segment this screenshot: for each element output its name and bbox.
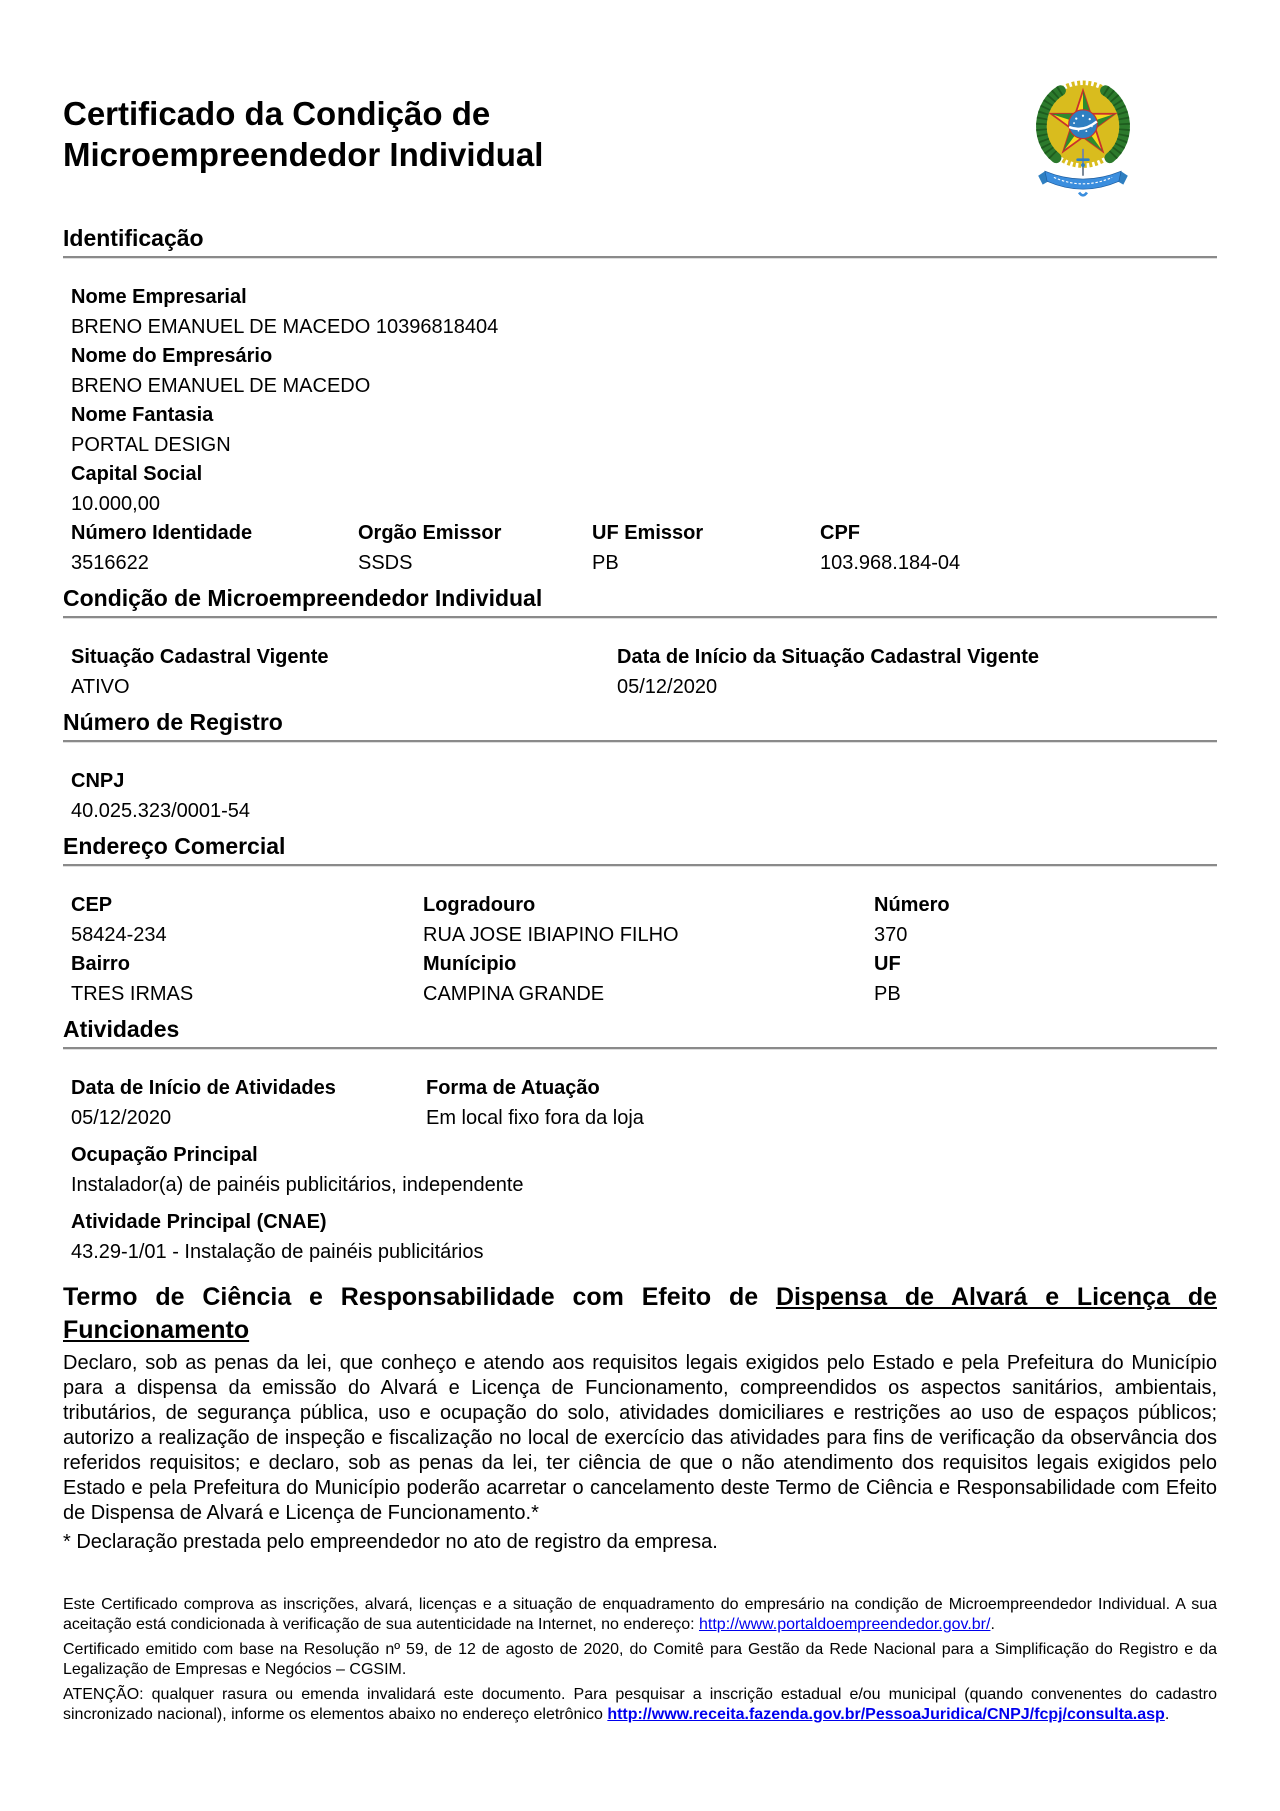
field-value: SSDS xyxy=(358,551,413,574)
field-nome-fantasia xyxy=(71,401,1217,460)
termo-heading xyxy=(63,1281,1217,1347)
termo-footnote: * Declaração prestada pelo empreendedor no ato de registro da empresa. xyxy=(63,1531,718,1553)
field-label: Número Identidade xyxy=(71,522,253,544)
brazil-coat-of-arms-icon xyxy=(1027,77,1139,205)
field-value: 05/12/2020 xyxy=(71,1106,172,1129)
field-label: Situação Cadastral Vigente xyxy=(71,646,329,668)
section-divider xyxy=(63,1047,1217,1050)
section-divider xyxy=(63,864,1217,867)
field-label: Munícipio xyxy=(423,953,517,975)
section-divider xyxy=(63,740,1217,743)
section-divider xyxy=(63,616,1217,619)
field-value: BRENO EMANUEL DE MACEDO 10396818404 xyxy=(71,315,499,338)
section-heading-endereco: Endereço Comercial xyxy=(63,833,286,859)
certificate-page xyxy=(63,0,1217,1725)
field-label: Forma de Atuação xyxy=(426,1077,600,1099)
field-value: 370 xyxy=(874,923,908,946)
registro-fields xyxy=(71,767,1217,826)
field-value: PORTAL DESIGN xyxy=(71,433,231,456)
field-value: PB xyxy=(874,982,901,1005)
sword-pommel xyxy=(1081,163,1085,167)
portal-empreendedor-link[interactable]: http://www.portaldoempreendedor.gov.br/ xyxy=(699,1616,991,1633)
receita-fazenda-link[interactable]: http://www.receita.fazenda.gov.br/PessoaJuridica/CNPJ/fcpj/consulta.asp xyxy=(607,1706,1165,1723)
field-value: 10.000,00 xyxy=(71,492,160,515)
section-heading-condicao: Condição de Microempreendedor Individual xyxy=(63,585,543,611)
page-title-line2: Microempreendedor Individual xyxy=(63,136,544,173)
fine-print-attention xyxy=(63,1685,1217,1725)
termo-declaration-text: Declaro, sob as penas da lei, que conheço e atendo aos requisitos legais exigidos pelo Estado e pela Prefeitura do Município para a dispensa da emissão do Alvará e Licença de Funcionamento, compreendidos os aspectos sanitários, ambientais, tributários, de segurança pública, uso e ocupação do solo, atividades domiciliares e restrições ao uso de espaços públicos; autorizo a realização de inspeção e fiscalização no local de exercício das atividades para fins de verificação da observância dos referidos requisitos; e declaro, sob as penas da lei, ter ciência de que o não atendimento dos requisitos legais exigidos pelo Estado e pela Prefeitura do Município poderão acarretar o cancelamento deste Termo de Ciência e Responsabilidade com Efeito de Dispensa de Alvará e Licença de Funcionamento.* xyxy=(63,1352,1217,1524)
document-header xyxy=(63,93,1217,175)
field-label: Nome Empresarial xyxy=(71,286,247,308)
atividades-row xyxy=(71,1074,1217,1133)
fine-print-authenticity-text: Este Certificado comprova as inscrições, alvará, licenças e a situação de enquadramento do empresário na condição de Microempreendedor Individual. A sua aceitação está condicionada à verificação de sua autenticidade na Internet, no endereço: xyxy=(63,1596,1217,1633)
fine-print-authenticity xyxy=(63,1595,1217,1635)
field-label: Logradouro xyxy=(423,894,536,916)
identity-row xyxy=(71,519,1217,578)
termo-heading-normal: Termo de Ciência e Responsabilidade com Efeito de xyxy=(63,1283,776,1311)
field-label: Atividade Principal (CNAE) xyxy=(71,1211,327,1233)
field-value: PB xyxy=(592,551,619,574)
field-value: Em local fixo fora da loja xyxy=(426,1106,644,1129)
field-nome-empresarial xyxy=(71,283,1217,342)
fine-print-attention-suffix: . xyxy=(1164,1706,1170,1723)
field-value: TRES IRMAS xyxy=(71,982,194,1005)
field-value: 103.968.184-04 xyxy=(820,551,961,574)
page-title-line1: Certificado da Condição de xyxy=(63,95,491,132)
field-label: Ocupação Principal xyxy=(71,1144,258,1166)
section-divider xyxy=(63,256,1217,259)
fine-print-resolution: Certificado emitido com base na Resolução nº 59, de 12 de agosto de 2020, do Comitê para Gestão da Rede Nacional para a Simplificação do Registro e da Legalização de Empresas e Negócios – CGSIM. xyxy=(63,1641,1217,1678)
field-value: CAMPINA GRANDE xyxy=(423,982,605,1005)
field-atividade-principal-cnae xyxy=(71,1208,1217,1267)
sword-guard xyxy=(1076,158,1089,161)
section-heading-identificacao: Identificação xyxy=(63,225,204,251)
atividades-fields xyxy=(71,1074,1217,1267)
field-value: Instalador(a) de painéis publicitários, independente xyxy=(71,1173,524,1196)
field-value: RUA JOSE IBIAPINO FILHO xyxy=(423,923,679,946)
field-label: Capital Social xyxy=(71,463,203,485)
field-value: 43.29-1/01 - Instalação de painéis publicitários xyxy=(71,1240,484,1263)
field-label: Orgão Emissor xyxy=(358,522,502,544)
status-value: ATIVO xyxy=(71,675,130,698)
sword-blade xyxy=(1082,149,1084,176)
field-value: 05/12/2020 xyxy=(617,675,718,698)
field-label: UF Emissor xyxy=(592,522,704,544)
field-capital-social xyxy=(71,460,1217,519)
cnpj-value: 40.025.323/0001-54 xyxy=(71,799,251,822)
field-label: CEP xyxy=(71,894,113,916)
field-label: Data de Início da Situação Cadastral Vigente xyxy=(617,646,1039,668)
field-value: 3516622 xyxy=(71,551,149,574)
termo-heading-underlined: Dispensa de Alvará e Licença de Funcionamento xyxy=(63,1283,1217,1344)
field-label: Número xyxy=(874,894,950,916)
condicao-row xyxy=(71,643,1217,702)
section-heading-registro: Número de Registro xyxy=(63,709,283,735)
ribbon-tail xyxy=(1079,193,1087,196)
field-label: Bairro xyxy=(71,953,130,975)
condicao-fields xyxy=(71,643,1217,702)
fine-print xyxy=(63,1595,1217,1725)
field-label: Data de Início de Atividades xyxy=(71,1077,336,1099)
field-label: CNPJ xyxy=(71,770,125,792)
field-label: Nome do Empresário xyxy=(71,345,273,367)
field-label: UF xyxy=(874,953,901,975)
field-label: CPF xyxy=(820,522,860,544)
endereco-row-1 xyxy=(71,891,1217,950)
field-value: BRENO EMANUEL DE MACEDO xyxy=(71,374,371,397)
field-value: 58424-234 xyxy=(71,923,167,946)
field-nome-empresario xyxy=(71,342,1217,401)
identificacao-fields xyxy=(71,283,1217,578)
field-cnpj xyxy=(71,767,1217,826)
section-heading-atividades: Atividades xyxy=(63,1016,180,1042)
field-ocupacao-principal xyxy=(71,1141,1217,1200)
field-label: Nome Fantasia xyxy=(71,404,214,426)
endereco-row-2 xyxy=(71,950,1217,1009)
fine-print-attention-text: ATENÇÃO: qualquer rasura ou emenda invalidará este documento. Para pesquisar a inscrição estadual e/ou municipal (quando convenentes do cadastro sincronizado nacional), informe os elementos abaixo no endereço eletrônico xyxy=(63,1686,1217,1723)
fine-print-authenticity-suffix: . xyxy=(990,1616,995,1633)
endereco-fields xyxy=(71,891,1217,1009)
